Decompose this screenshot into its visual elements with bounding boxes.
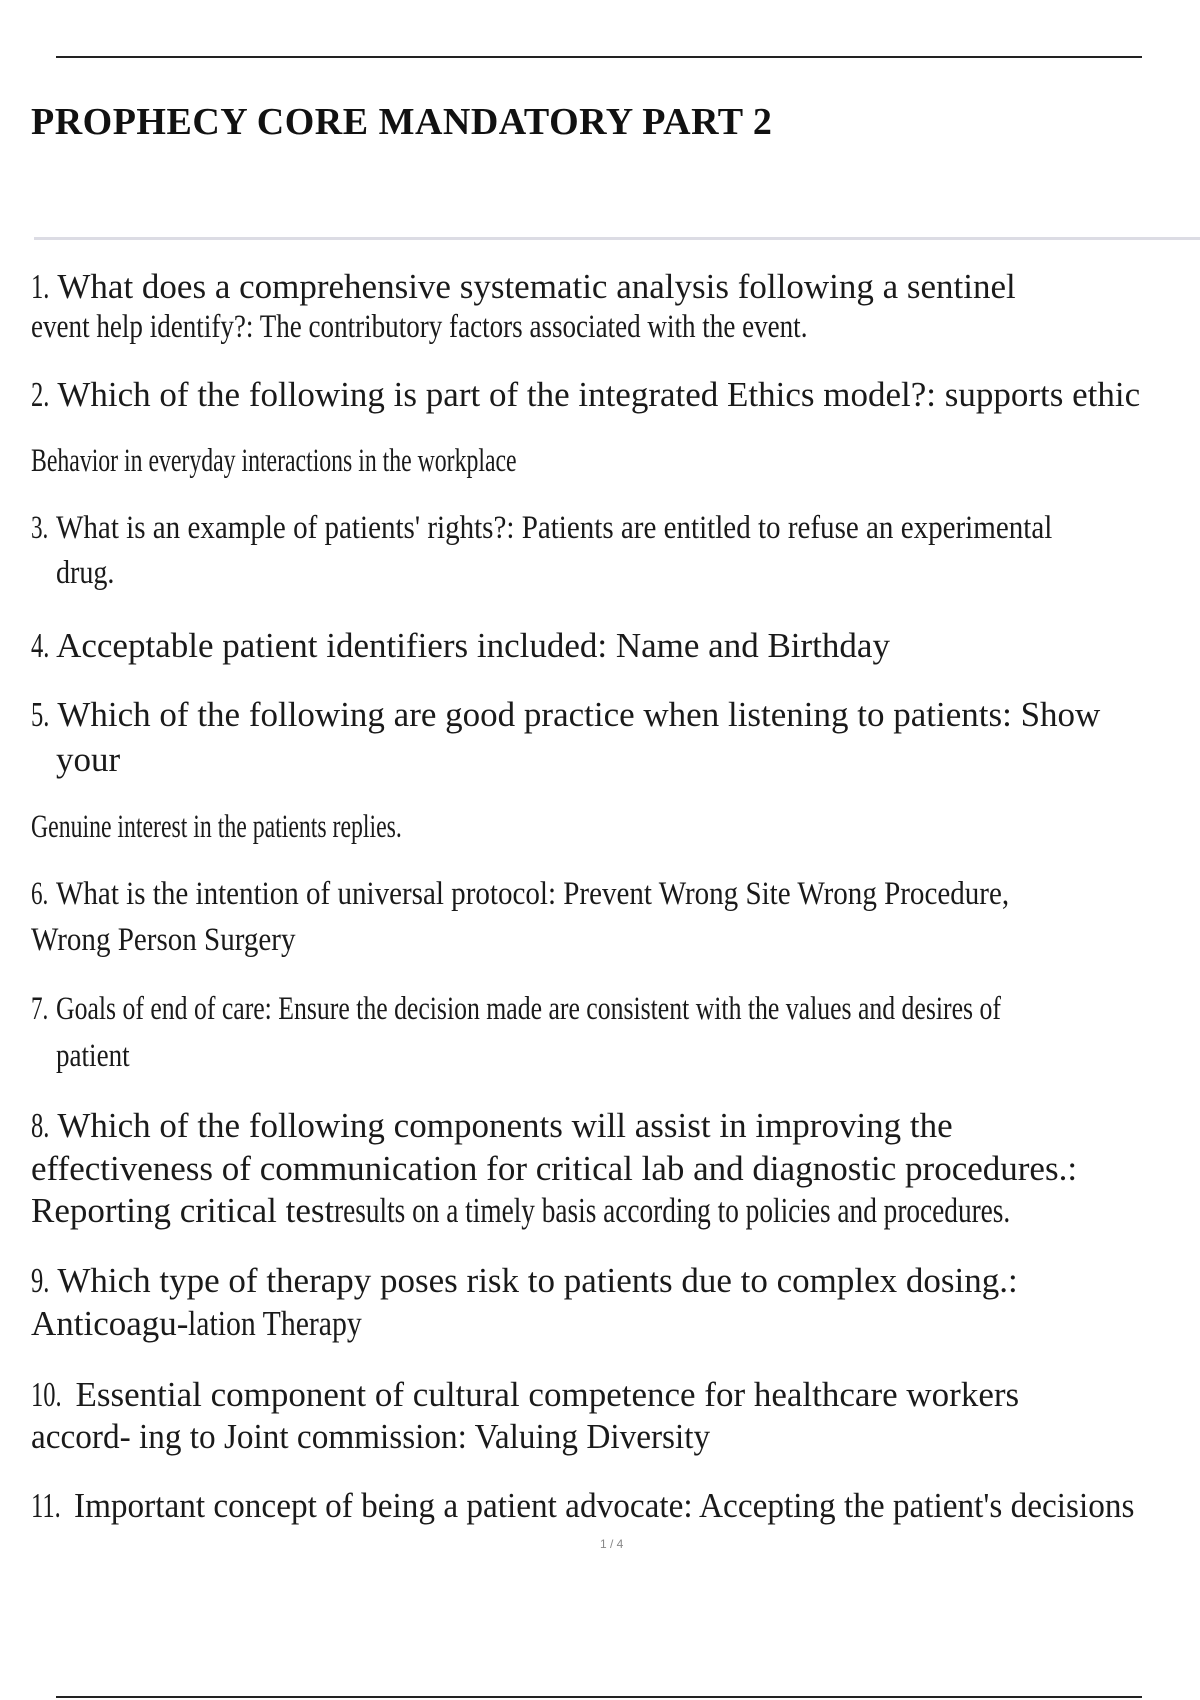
list-item-5-continued [31, 740, 120, 780]
item-answer: Genuine interest in the patients replies. [31, 809, 402, 845]
item-number: 9. [31, 1261, 50, 1300]
list-item-2-continued [31, 443, 705, 480]
item-question: Goals of end of care: Ensure the decision made are consistent with the values and desires of [56, 991, 1001, 1027]
item-answer: Behavior in everyday interactions in the workplace [31, 443, 517, 479]
item-number: 6. [31, 876, 49, 912]
item-question: What is the intention of universal protocol: Prevent Wrong Site Wrong Procedure, [56, 876, 1010, 912]
item-answer-start: Reporting critical test [31, 1191, 335, 1230]
item-number: 5. [31, 695, 50, 734]
list-item-4 [31, 626, 890, 666]
item-text: effectiveness of communication for critical lab and diagnostic procedures.: [31, 1149, 1078, 1188]
list-item-6 [31, 876, 1139, 913]
list-item-1 [31, 267, 1016, 307]
list-item-8-answer [31, 1191, 1200, 1231]
list-item-3-continued [31, 555, 125, 592]
list-item-8-continued [31, 1149, 1077, 1189]
item-text: your [56, 740, 121, 779]
item-number: 4. [31, 626, 50, 665]
item-question: Essential component of cultural competence for healthcare workers [75, 1375, 1020, 1414]
bottom-rule [56, 1696, 1142, 1698]
list-item-7-continued [31, 1038, 146, 1075]
list-item-11 [31, 1486, 1190, 1526]
item-question: What does a comprehensive systematic analysis following a sentinel [57, 267, 1016, 306]
top-rule [56, 56, 1142, 58]
item-number: 7. [31, 991, 49, 1027]
list-item-5-answer [31, 809, 546, 846]
list-item-2 [31, 375, 1140, 415]
item-question: What is an example of patients' rights?: Patients are entitled to refuse an experimental [56, 510, 1053, 546]
item-question: Important concept of being a patient advocate: Accepting the patient's decisions [74, 1486, 1135, 1525]
item-number: 2. [31, 375, 50, 414]
list-item-1-continued [31, 309, 978, 346]
list-item-3 [31, 510, 1188, 547]
list-item-9 [31, 1261, 1018, 1301]
item-answer: accord- ing to Joint commission: Valuing Diversity [31, 1417, 711, 1456]
item-answer: event help identify?: The contributory factors associated with the event. [31, 309, 808, 345]
list-item-7 [31, 991, 1200, 1028]
item-question: Acceptable patient identifiers included: Name and Birthday [56, 626, 890, 665]
item-question: Which type of therapy poses risk to patients due to complex dosing.: [57, 1261, 1018, 1300]
item-answer: drug. [56, 555, 115, 591]
item-number: 10. [31, 1375, 62, 1414]
list-item-10 [31, 1375, 1019, 1415]
item-answer-rest: lation Therapy [188, 1304, 363, 1343]
item-answer: Wrong Person Surgery [31, 922, 296, 958]
list-item-9-continued [31, 1304, 393, 1344]
title-divider [34, 237, 1200, 240]
list-item-5 [31, 695, 1100, 735]
list-item-6-continued [31, 922, 332, 959]
item-number: 1. [31, 267, 50, 306]
item-number: 8. [31, 1106, 50, 1145]
item-question: Which of the following are good practice when listening to patients: Show [57, 695, 1101, 734]
page-number: 1 / 4 [600, 1537, 624, 1551]
item-question: Which of the following components will assist in improving the [57, 1106, 953, 1145]
item-question: Which of the following is part of the integrated Ethics model?: supports ethic [57, 375, 1141, 414]
list-item-8 [31, 1106, 953, 1146]
page-title: PROPHECY CORE MANDATORY PART 2 [31, 101, 773, 143]
item-number: 11. [31, 1486, 61, 1525]
item-answer: patient [56, 1038, 130, 1074]
item-answer-rest: results on a timely basis according to policies and procedures. [334, 1191, 1011, 1230]
item-number: 3. [31, 510, 49, 546]
list-item-10-continued [31, 1417, 746, 1457]
item-answer-start: Anticoagu- [31, 1304, 189, 1343]
